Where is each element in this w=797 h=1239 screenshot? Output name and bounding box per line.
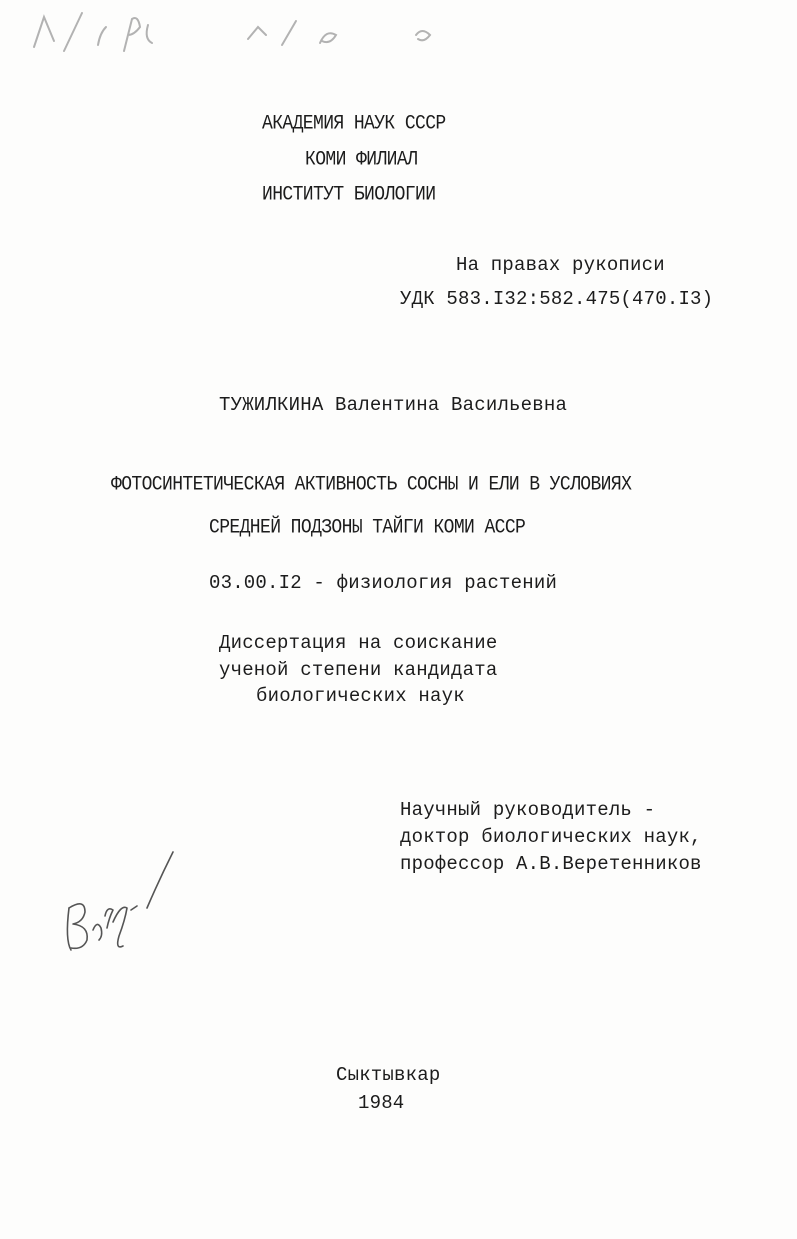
manuscript-rights: На правах рукописи (456, 254, 665, 276)
degree-line-1: Диссертация на соискание (219, 632, 498, 654)
handwritten-mark-top (20, 5, 460, 60)
degree-line-3: биологических наук (256, 685, 465, 707)
degree-line-2: ученой степени кандидата (219, 659, 498, 681)
institute-name: ИНСТИТУТ БИОЛОГИИ (262, 183, 436, 207)
specialty-code: 03.00.I2 - физиология растений (209, 572, 558, 594)
advisor-line-2: доктор биологических наук, (400, 826, 702, 848)
branch-name: КОМИ ФИЛИАЛ (305, 148, 418, 172)
author-name: ТУЖИЛКИНА Валентина Васильевна (219, 394, 568, 416)
udc-code: УДК 583.I32:582.475(470.I3) (400, 288, 714, 310)
title-line-2: СРЕДНЕЙ ПОДЗОНЫ ТАЙГИ КОМИ АССР (209, 516, 526, 540)
handwritten-signature (55, 850, 185, 960)
academy-name: АКАДЕМИЯ НАУК СССР (262, 112, 446, 136)
advisor-line-1: Научный руководитель - (400, 799, 656, 821)
city: Сыктывкар (336, 1064, 441, 1086)
advisor-line-3: профессор А.В.Веретенников (400, 853, 702, 875)
title-line-1: ФОТОСИНТЕТИЧЕСКАЯ АКТИВНОСТЬ СОСНЫ И ЕЛИ В УСЛОВИЯХ (111, 473, 632, 497)
year: 1984 (358, 1092, 405, 1114)
